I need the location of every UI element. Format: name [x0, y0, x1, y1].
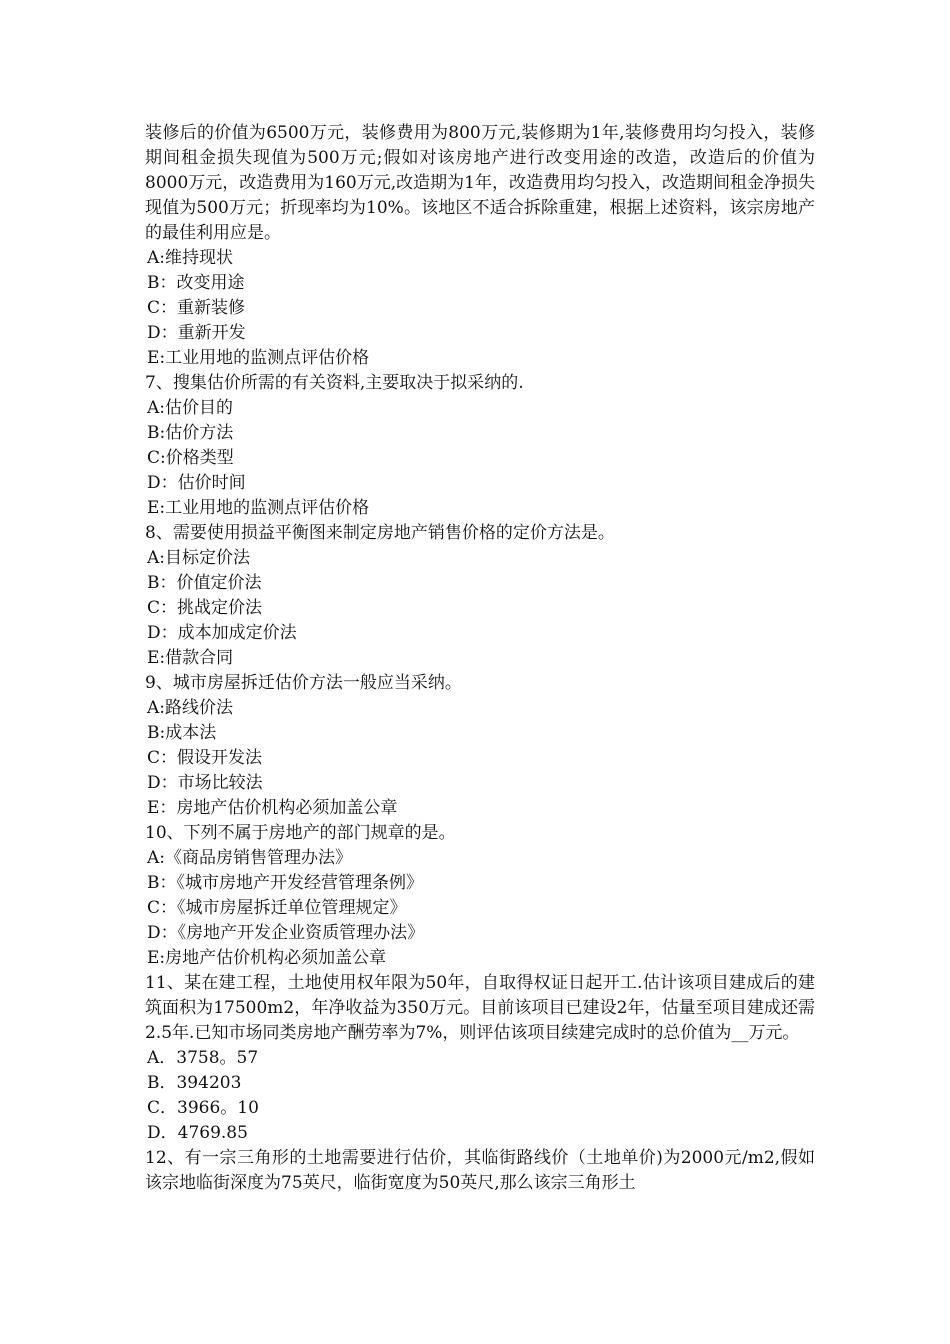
option-a: A:《商品房销售管理办法》 [147, 848, 353, 868]
option-d: D：重新开发 [147, 323, 246, 343]
question-9-stem: 9、城市房屋拆迁估价方法一般应当采纳。 [145, 673, 462, 693]
option-e: E:借款合同 [147, 648, 234, 668]
question-11-stem: 11、某在建工程，土地使用权年限为50年，自取得权证日起开工.估计该项目建成后的建筑面积为17500m2，年净收益为350万元。目前该项目已建设2年，估量至项目建成还需2.5年.已知市场同类房地产酬劳率为7%，则评估该项目续建完成时的总价值为__万元。 [145, 973, 815, 1043]
option-b: B:估价方法 [147, 423, 234, 443]
option-a: A:目标定价法 [147, 548, 251, 568]
question-10-stem: 10、下列不属于房地产的部门规章的是。 [145, 823, 456, 843]
option-d: D：市场比较法 [147, 773, 263, 793]
option-e: E:工业用地的监测点评估价格 [147, 348, 370, 368]
document-body [145, 121, 815, 1196]
option-b: B：价值定价法 [147, 573, 262, 593]
option-a: A:路线价法 [147, 698, 234, 718]
option-c: C:价格类型 [147, 448, 234, 468]
question-7-stem: 7、搜集估价所需的有关资料,主要取决于拟采纳的. [145, 373, 524, 393]
option-b: B：改变用途 [147, 273, 245, 293]
option-c: C：假设开发法 [147, 748, 263, 768]
question-8-stem: 8、需要使用损益平衡图来制定房地产销售价格的定价方法是。 [145, 523, 615, 543]
question-12-stem: 12、有一宗三角形的土地需要进行估价，其临街路线价（土地单价)为2000元/m2,假如该宗地临街深度为75英尺，临街宽度为50英尺,那么该宗三角形土 [145, 1148, 815, 1193]
option-b: B:成本法 [147, 723, 217, 743]
option-e: E:房地产估价机构必须加盖公章 [147, 948, 387, 968]
option-a: A．3758。57 [147, 1048, 259, 1068]
option-d: D：《房地产开发企业资质管理办法》 [147, 923, 425, 943]
option-c: C：《城市房屋拆迁单位管理规定》 [147, 898, 407, 918]
option-d: D：估价时间 [147, 473, 246, 493]
option-a: A:估价目的 [147, 398, 234, 418]
option-e: E:工业用地的监测点评估价格 [147, 498, 370, 518]
option-d: D．4769.85 [147, 1123, 248, 1143]
option-a: A:维持现状 [147, 248, 234, 268]
option-b: B．394203 [147, 1073, 242, 1093]
option-d: D：成本加成定价法 [147, 623, 297, 643]
option-c: C：重新装修 [147, 298, 246, 318]
option-c: C：挑战定价法 [147, 598, 263, 618]
option-b: B：《城市房地产开发经营管理条例》 [147, 873, 423, 893]
question-6-stem: 装修后的价值为6500万元，装修费用为800万元,装修期为1年,装修费用均匀投入，装修期间租金损失现值为500万元;假如对该房地产进行改变用途的改造，改造后的价值为8000万元，改造费用为160万元,改造期为1年，改造费用均匀投入，改造期间租金净损失现值为500万元；折现率均为10%。该地区不适合拆除重建，根据上述资料，该宗房地产的最佳利用应是。 [145, 123, 815, 243]
option-e: E：房地产估价机构必须加盖公章 [147, 798, 398, 818]
option-c: C．3966。10 [147, 1098, 259, 1118]
